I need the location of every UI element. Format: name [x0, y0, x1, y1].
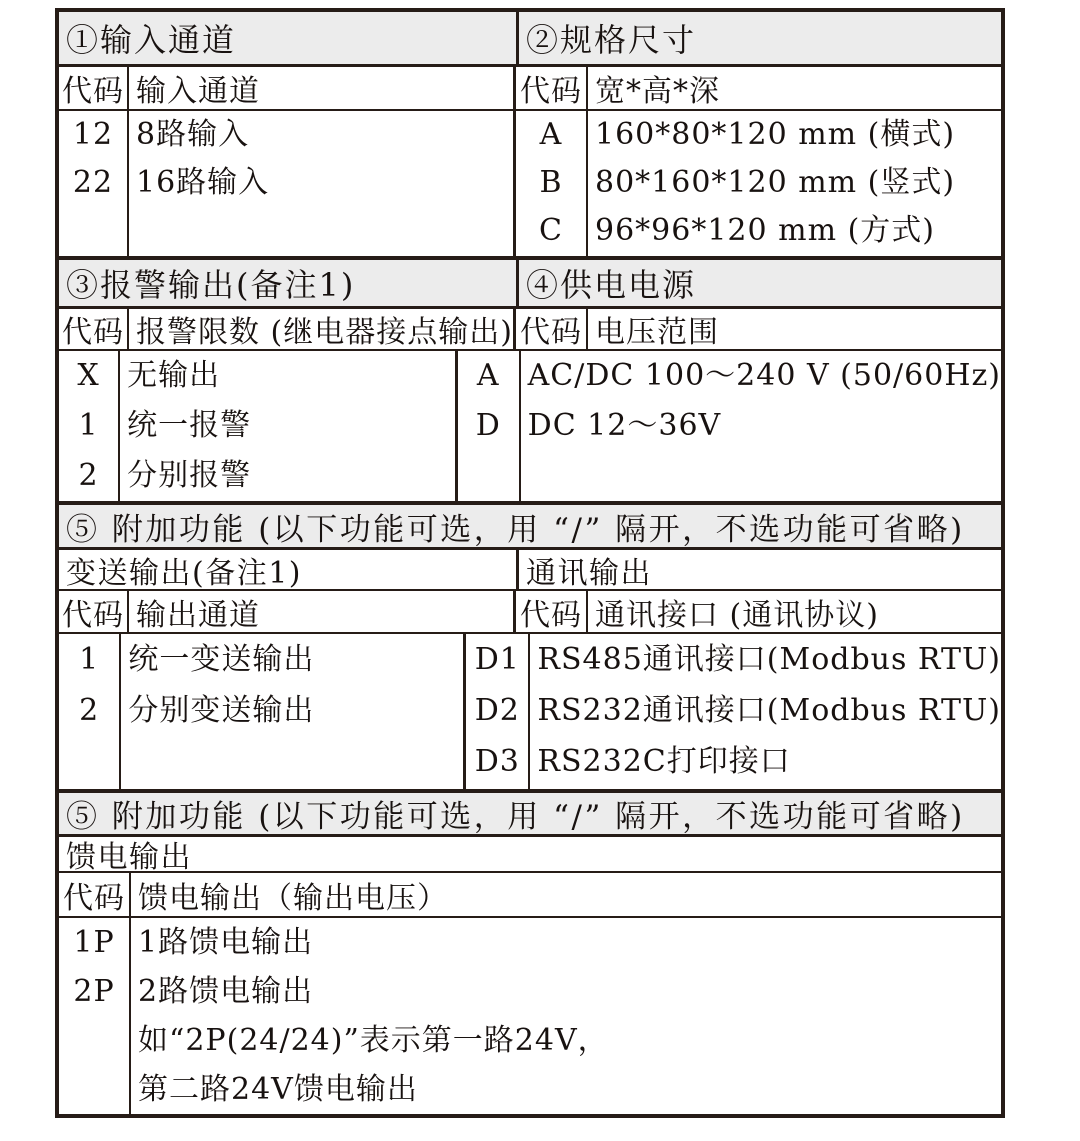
code-value — [59, 1065, 129, 1114]
desc-value: RS232C打印接口 — [537, 744, 791, 779]
feed-code-column-header: 代码 — [59, 873, 131, 916]
desc-value: 分别报警 — [127, 458, 252, 493]
section-5a-column-header-row — [59, 589, 1001, 632]
section-1-title: ①输入通道 — [59, 12, 519, 64]
section-5b-title-row — [59, 789, 1001, 834]
desc-value: 8路输入 — [136, 117, 250, 152]
section-2-desc-column-header: 宽*高*深 — [595, 74, 720, 109]
code-value: 2P — [73, 974, 115, 1009]
transmit-code-column-header: 代码 — [59, 591, 129, 632]
desc-value: 96*96*120 mm (方式) — [595, 213, 935, 248]
section-5a-subtitle-row — [59, 547, 1001, 589]
section-3-desc-column-header: 报警限数 (继电器接点输出) — [129, 309, 516, 349]
section-5b-subtitle-row — [59, 834, 1001, 875]
desc-value: 2路馈电输出 — [138, 974, 314, 1009]
section-1-code-column-header: 代码 — [59, 67, 129, 109]
code-value: 2 — [78, 458, 99, 493]
code-value: B — [539, 165, 563, 200]
code-value: D1 — [474, 642, 520, 677]
code-value: A — [476, 358, 500, 393]
code-value: 2 — [79, 693, 100, 728]
desc-value: AC/DC 100～240 V (50/60Hz) — [527, 358, 1001, 393]
desc-value: 如“2P(24/24)”表示第一路24V， — [138, 1023, 609, 1058]
transmit-output-subtitle: 变送输出(备注1) — [59, 550, 519, 589]
code-value: C — [539, 213, 563, 248]
code-value: 1 — [79, 642, 100, 677]
section-5b-title: ⑤ 附加功能 (以下功能可选，用 “/” 隔开，不选功能可省略) — [59, 793, 1001, 834]
section-1-desc-cell — [129, 111, 516, 256]
comm-output-subtitle: 通讯输出 — [526, 555, 652, 591]
section-4-code-cell — [458, 351, 521, 501]
section-3-desc-cell — [120, 351, 458, 501]
code-value: D — [475, 408, 501, 443]
section-4-code-column-header: 代码 — [516, 309, 588, 349]
section-4-desc-cell — [521, 351, 1001, 501]
code-value: A — [539, 117, 563, 152]
comm-code-column-header: 代码 — [516, 591, 588, 632]
desc-value: 80*160*120 mm (竖式) — [595, 165, 956, 200]
section-1-2-title-row — [59, 12, 1001, 64]
feed-desc-cell — [131, 918, 1001, 1114]
desc-value: 统一报警 — [127, 408, 252, 443]
section-3-4-column-header-row — [59, 306, 1001, 349]
section-2-desc-cell — [588, 111, 1001, 256]
comm-desc-column-header: 通讯接口 (通讯协议) — [595, 597, 879, 633]
desc-value: 无输出 — [127, 358, 221, 393]
section-3-code-cell — [59, 351, 120, 501]
section-3-4-title-row — [59, 256, 1001, 306]
section-1-code-cell — [59, 111, 129, 256]
code-value: D2 — [474, 693, 520, 728]
comm-desc-cell — [530, 634, 1001, 789]
code-value: 22 — [72, 165, 114, 200]
transmit-code-cell — [59, 634, 121, 789]
transmit-desc-cell — [121, 634, 466, 789]
desc-value: RS232通讯接口(Modbus RTU) — [537, 693, 1001, 728]
section-4-desc-column-header: 电压范围 — [595, 315, 719, 350]
desc-value: 分别变送输出 — [128, 693, 315, 728]
desc-value: 统一变送输出 — [128, 642, 315, 677]
transmit-desc-column-header: 输出通道 — [129, 591, 516, 632]
code-value: 1P — [73, 925, 115, 960]
section-2-title: ②规格尺寸 — [519, 12, 1001, 64]
feed-code-cell — [59, 918, 131, 1114]
section-5a-data-row — [59, 632, 1001, 789]
ordering-code-table — [55, 8, 1005, 1118]
section-1-2-data-row — [59, 109, 1001, 256]
desc-value: 1路馈电输出 — [138, 925, 314, 960]
section-3-title: ③报警输出(备注1) — [59, 260, 519, 306]
section-1-2-column-header-row — [59, 64, 1001, 109]
section-3-code-column-header: 代码 — [59, 309, 129, 349]
section-2-code-cell — [516, 111, 588, 256]
desc-value: 160*80*120 mm (横式) — [595, 117, 956, 152]
code-value: 12 — [72, 117, 114, 152]
desc-value: DC 12～36V — [527, 408, 722, 443]
section-2-code-column-header: 代码 — [516, 67, 588, 109]
code-value: X — [77, 358, 100, 393]
code-value: 1 — [78, 408, 99, 443]
desc-value: 16路输入 — [136, 165, 270, 200]
feed-desc-column-header: 馈电输出（输出电压） — [138, 880, 448, 916]
section-3-4-data-row — [59, 349, 1001, 501]
section-4-title: ④供电电源 — [519, 260, 1001, 306]
section-5b-data-row — [59, 916, 1001, 1114]
code-value: D3 — [474, 744, 520, 779]
section-5a-title: ⑤ 附加功能 (以下功能可选，用 “/” 隔开，不选功能可省略) — [59, 505, 1001, 547]
comm-code-cell — [466, 634, 530, 789]
section-5b-column-header-row — [59, 871, 1001, 916]
section-5a-title-row — [59, 501, 1001, 547]
desc-value: RS485通讯接口(Modbus RTU) — [537, 642, 1001, 677]
code-value — [59, 1016, 129, 1065]
section-1-desc-column-header: 输入通道 — [129, 67, 516, 109]
feed-output-subtitle: 馈电输出 — [66, 840, 192, 875]
desc-value: 第二路24V馈电输出 — [138, 1072, 418, 1107]
